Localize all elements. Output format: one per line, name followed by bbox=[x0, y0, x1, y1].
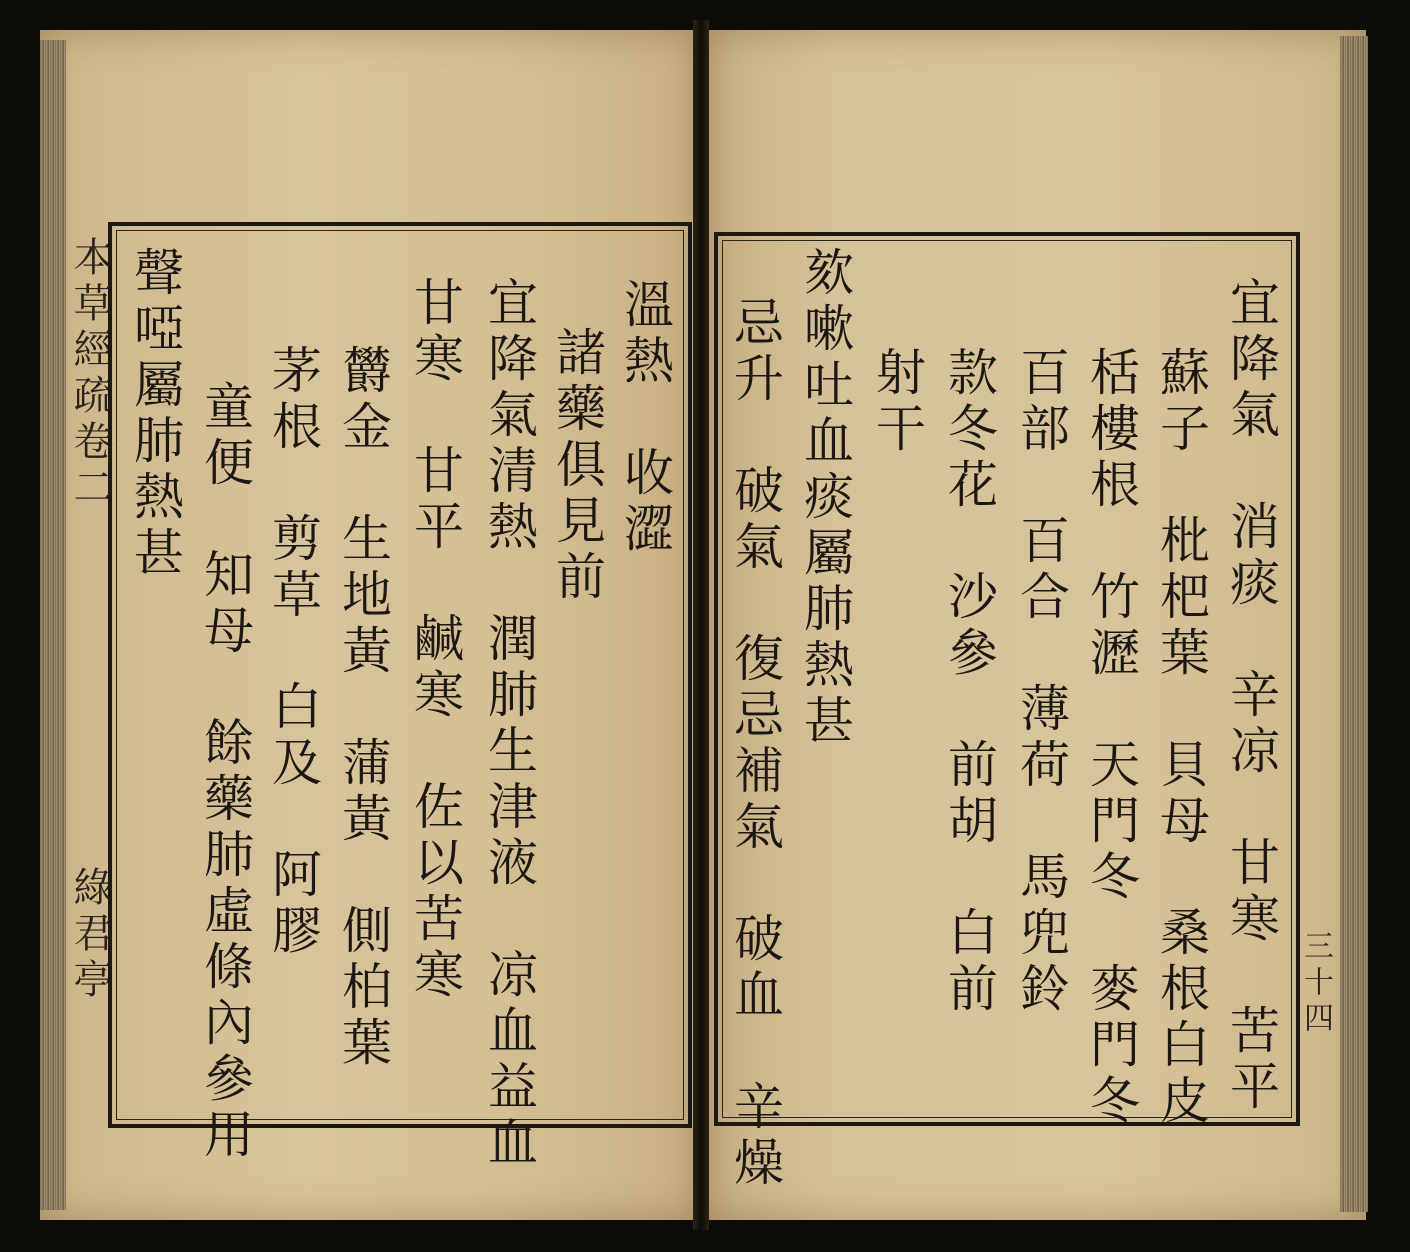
right-column-3: 栝樓根 竹瀝 天門冬 麥門冬 bbox=[1082, 346, 1140, 1130]
right-column-2: 蘇子 枇杷葉 貝母 桑根白皮 bbox=[1152, 346, 1210, 1130]
left-page-edge bbox=[40, 40, 66, 1210]
folio-number: 三十四 bbox=[1298, 930, 1333, 1038]
left-column-2: 諸藥俱見前 bbox=[548, 326, 606, 606]
right-column-4: 百部 百合 薄荷 馬兜鈴 bbox=[1012, 346, 1070, 1018]
right-column-5: 款冬花 沙參 前胡 白前 bbox=[940, 346, 998, 1018]
left-column-3: 宜降氣清熱 潤肺生津液 凉血益血 bbox=[480, 276, 538, 1172]
right-column-8: 忌升 破氣 復忌補氣 破血 辛燥 bbox=[726, 296, 784, 1192]
left-column-4: 甘寒 甘平 鹹寒 佐以苦寒 bbox=[406, 276, 464, 1004]
book-spine bbox=[693, 20, 709, 1230]
left-column-5: 欝金 生地黃 蒲黃 側柏葉 bbox=[334, 344, 392, 1072]
left-column-1: 溫熱 收澀 bbox=[616, 278, 674, 558]
right-page-edge bbox=[1340, 36, 1368, 1212]
left-column-6: 茅根 剪草 白及 阿膠 bbox=[264, 344, 322, 960]
left-column-8: 聲啞屬肺熱甚 bbox=[126, 246, 184, 582]
right-column-6: 射干 bbox=[868, 346, 926, 458]
right-column-7: 欬嗽吐血痰屬肺熱甚 bbox=[796, 246, 854, 750]
left-column-7: 童便 知母 餘藥肺虛條內參用 bbox=[196, 380, 254, 1164]
right-column-1: 宜降氣 消痰 辛凉 甘寒 苦平 bbox=[1222, 276, 1280, 1116]
publisher-margin: 綠君亭 bbox=[67, 866, 113, 1004]
book-title-margin: 本草經疏卷二 bbox=[67, 236, 113, 512]
